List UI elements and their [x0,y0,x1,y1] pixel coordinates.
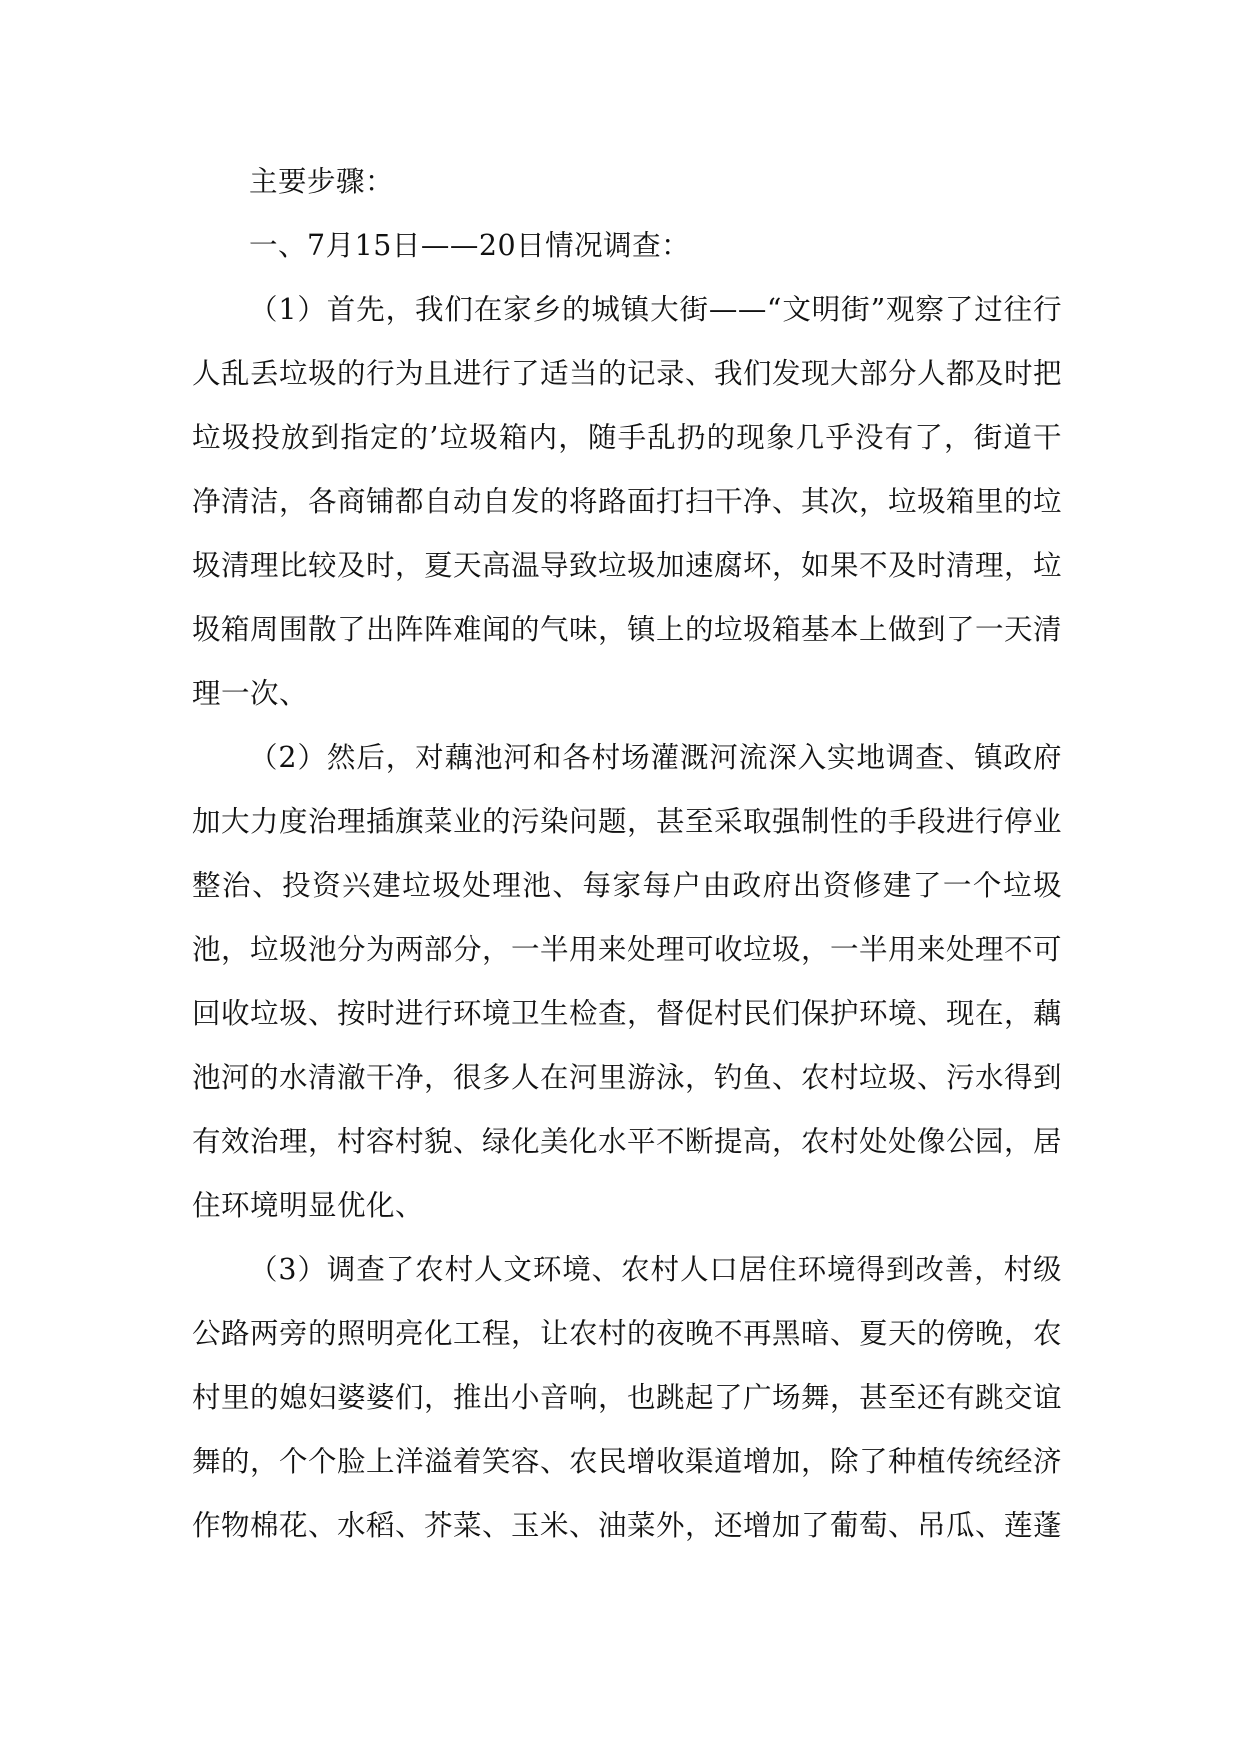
document-body [192,150,1062,1558]
section-1-title: 一、7月15日——20日情况调查： [249,229,691,262]
steps-heading: 主要步骤： [249,165,395,198]
paragraph-3: （3）调查了农村人文环境、农村人口居住环境得到改善，村级公路两旁的照明亮化工程，让农村的夜晚不再黑暗、夏天的傍晚，农村里的媳妇婆婆们，推出小音响，也跳起了广场舞，甚至还有跳交谊舞的，个个脸上洋溢着笑容、农民增收渠道增加，除了种植传统经济作物棉花、水稻、芥菜、玉米、油菜外，还增加了葡萄、吊瓜、莲蓬 [192,1253,1063,1542]
paragraph-1: （1）首先，我们在家乡的城镇大街——“文明街”观察了过往行人乱丢垃圾的行为且进行了适当的记录、我们发现大部分人都及时把垃圾投放到指定的’垃圾箱内，随手乱扔的现象几乎没有了，街道干净清洁，各商铺都自动自发的将路面打扫干净、其次，垃圾箱里的垃圾清理比较及时，夏天高温导致垃圾加速腐坏，如果不及时清理，垃圾箱周围散了出阵阵难闻的气味，镇上的垃圾箱基本上做到了一天清理一次、 [192,293,1063,710]
paragraph-2: （2）然后，对藕池河和各村场灌溉河流深入实地调查、镇政府加大力度治理插旗菜业的污染问题，甚至采取强制性的手段进行停业整治、投资兴建垃圾处理池、每家每户由政府出资修建了一个垃圾池，垃圾池分为两部分，一半用来处理可收垃圾，一半用来处理不可回收垃圾、按时进行环境卫生检查，督促村民们保护环境、现在，藕池河的水清澈干净，很多人在河里游泳，钓鱼、农村垃圾、污水得到有效治理，村容村貌、绿化美化水平不断提高，农村处处像公园，居住环境明显优化、 [192,741,1063,1222]
